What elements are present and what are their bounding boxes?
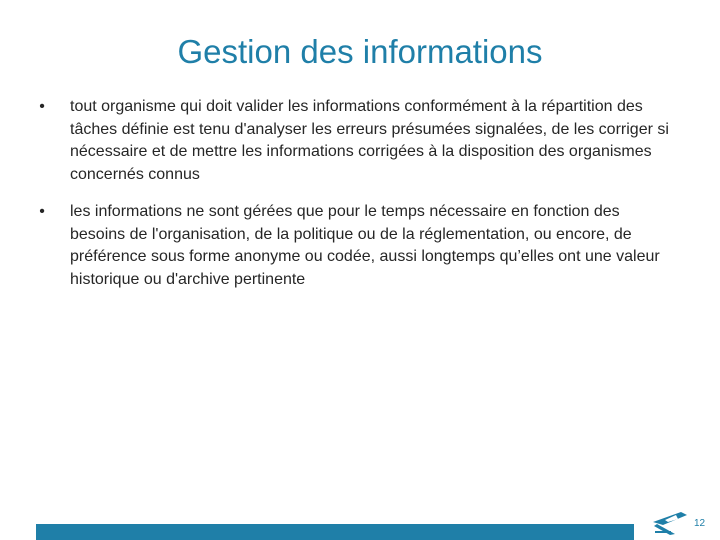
footer-bar bbox=[36, 524, 634, 540]
airplane-logo-icon bbox=[651, 510, 689, 536]
bullet-list bbox=[36, 96, 676, 306]
bullet-item bbox=[36, 201, 676, 291]
bullet-marker: • bbox=[39, 203, 45, 220]
bullet-marker: • bbox=[39, 98, 45, 115]
page-number: 12 bbox=[694, 518, 706, 529]
bullet-text: tout organisme qui doit valider les informations conformément à la répartition des tâches définie est tenu d'analyser les erreurs présumées signalées, de les corriger si nécessaire et de mettre les informations corrigées à la disposition des organismes concernés connus bbox=[70, 98, 669, 183]
bullet-item bbox=[36, 96, 676, 186]
bullet-text: les informations ne sont gérées que pour le temps nécessaire en fonction des besoins de l'organisation, de la politique ou de la réglementation, ou encore, de préférence sous forme anonyme ou codée, aussi longtemps qu’elles ont une valeur historique ou d'archive pertinente bbox=[70, 203, 660, 288]
slide-title: Gestion des informations bbox=[177, 33, 543, 70]
